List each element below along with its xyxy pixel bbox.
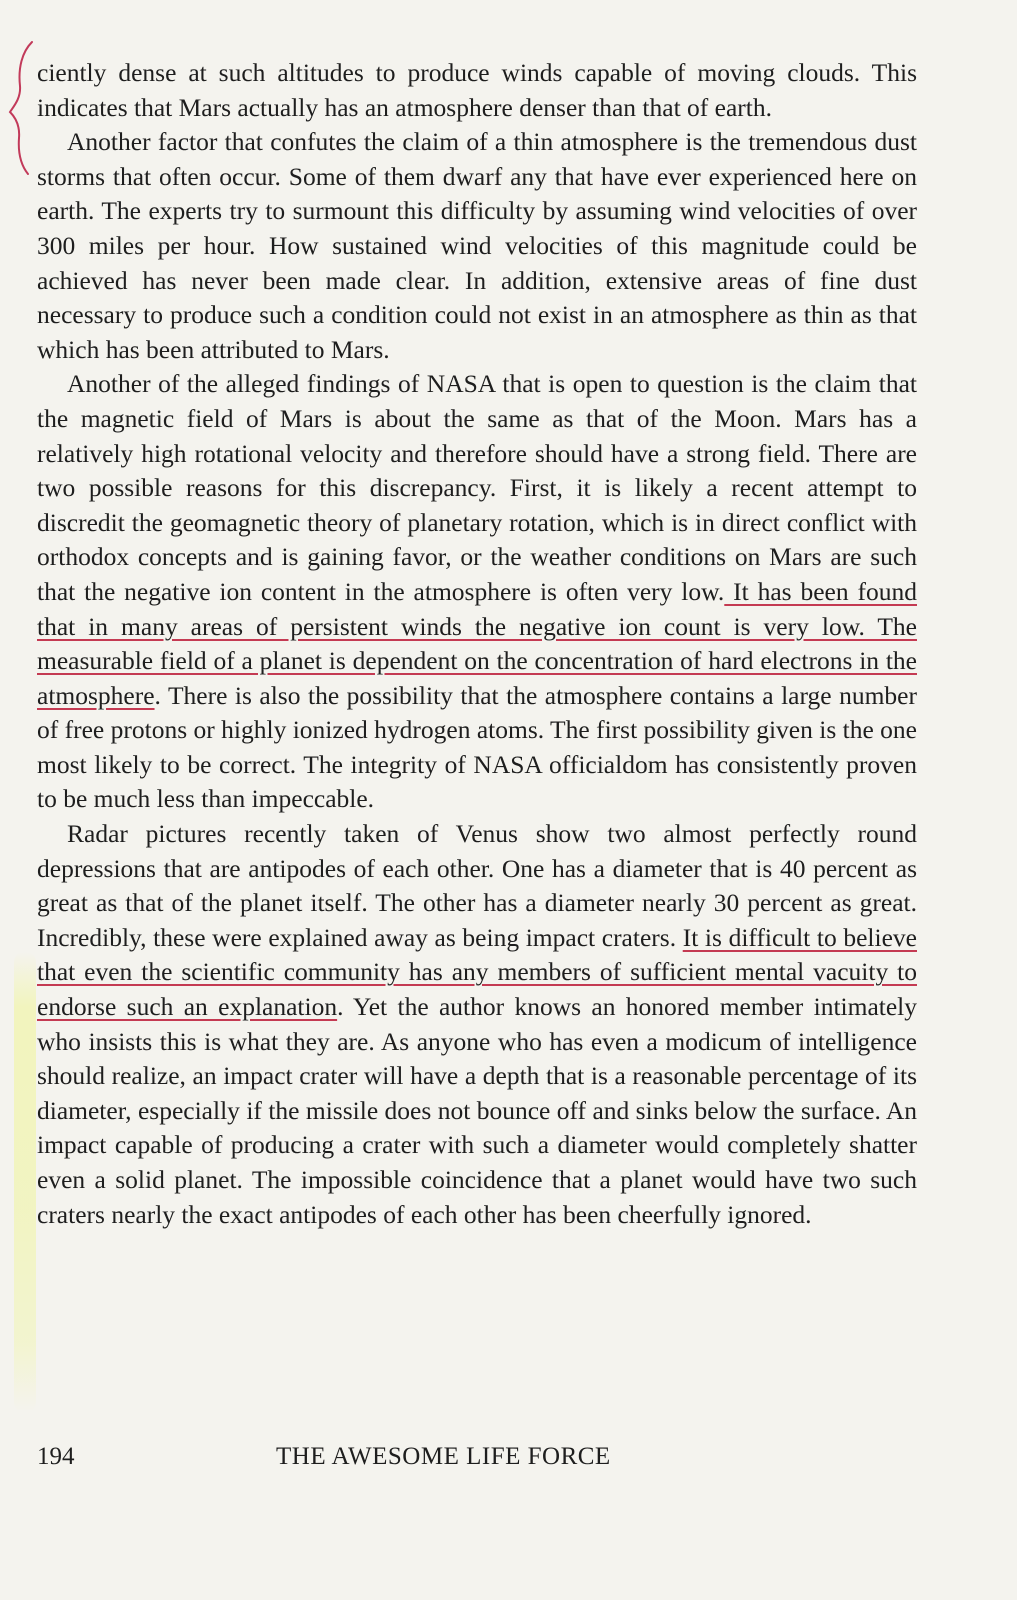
paragraph xyxy=(37,56,917,125)
text-run: . Yet the author knows an honored member intimately who insists this is what they are. As anyone who has even a modicum of intelligence should realize, an impact crater will have a depth that is a reasonable percentage of its diameter, especially if the missile does not bounce off and sinks below the surface. An impact capable of producing a crater with such a diameter would completely shatter even a solid planet. The impossible coincidence that a planet would have two such craters nearly the exact antipodes of each other has been cheerfully ignored. xyxy=(37,992,917,1229)
underlined-passage: It has been found that in many areas of persistent winds the negative ion count is very low. The measurable field of a planet is dependent on the concentration of hard electrons in the atmosphere xyxy=(37,576,917,710)
page-number: 194 xyxy=(37,1443,75,1470)
margin-highlight-mark xyxy=(14,952,36,1412)
paragraph xyxy=(37,125,917,367)
body-text xyxy=(37,56,917,1232)
running-head: THE AWESOME LIFE FORCE xyxy=(276,1443,611,1470)
text-run: . There is also the possibility that the atmosphere contains a large number of free protons or highly ionized hydrogen atoms. The first possibility given is the one most likely to be correct. The integrity of NASA officialdom has consistently proven to be much less than impeccable. xyxy=(37,680,917,814)
text-run: Radar pictures recently taken of Venus show two almost perfectly round depressions that are antipodes of each other. One has a diameter that is 40 percent as great as that of the planet itself. The other has a diameter nearly 30 percent as great. Incredibly, these were explained away as being impact craters. xyxy=(37,819,917,952)
text-run: Another of the alleged findings of NASA that is open to question is the claim that the magnetic field of Mars is about the same as that of the Moon. Mars has a relatively high rotational velocity and therefore should have a strong field. There are two possible reasons for this discrepancy. First, it is likely a recent attempt to discredit the geomagnetic theory of planetary rotation, which is in direct conflict with orthodox concepts and is gaining favor, or the weather conditions on Mars are such that the negative ion content in the atmosphere is often very low. xyxy=(37,369,917,606)
text-run: Another factor that confutes the claim of a thin atmosphere is the tremendous dust storms that often occur. Some of them dwarf any that have ever experienced here on earth. The experts try to surmount this difficulty by assuming wind velocities of over 300 miles per hour. How sustained wind velocities of this magnitude could be achieved has never been made clear. In addition, extensive areas of fine dust necessary to produce such a condition could not exist in an atmosphere as thin as that which has been attributed to Mars. xyxy=(37,127,917,364)
underlined-passage: It is difficult to believe that even the scientific community has any members of sufficient mental vacuity to endorse such an explanation xyxy=(37,922,917,1022)
text-run: ciently dense at such altitudes to produce winds capable of moving clouds. This indicates that Mars actually has an atmosphere denser than that of earth. xyxy=(37,58,917,122)
page-footer xyxy=(37,1443,917,1483)
paragraph xyxy=(37,367,917,817)
paragraph xyxy=(37,817,917,1232)
margin-bracket-mark xyxy=(8,38,38,178)
